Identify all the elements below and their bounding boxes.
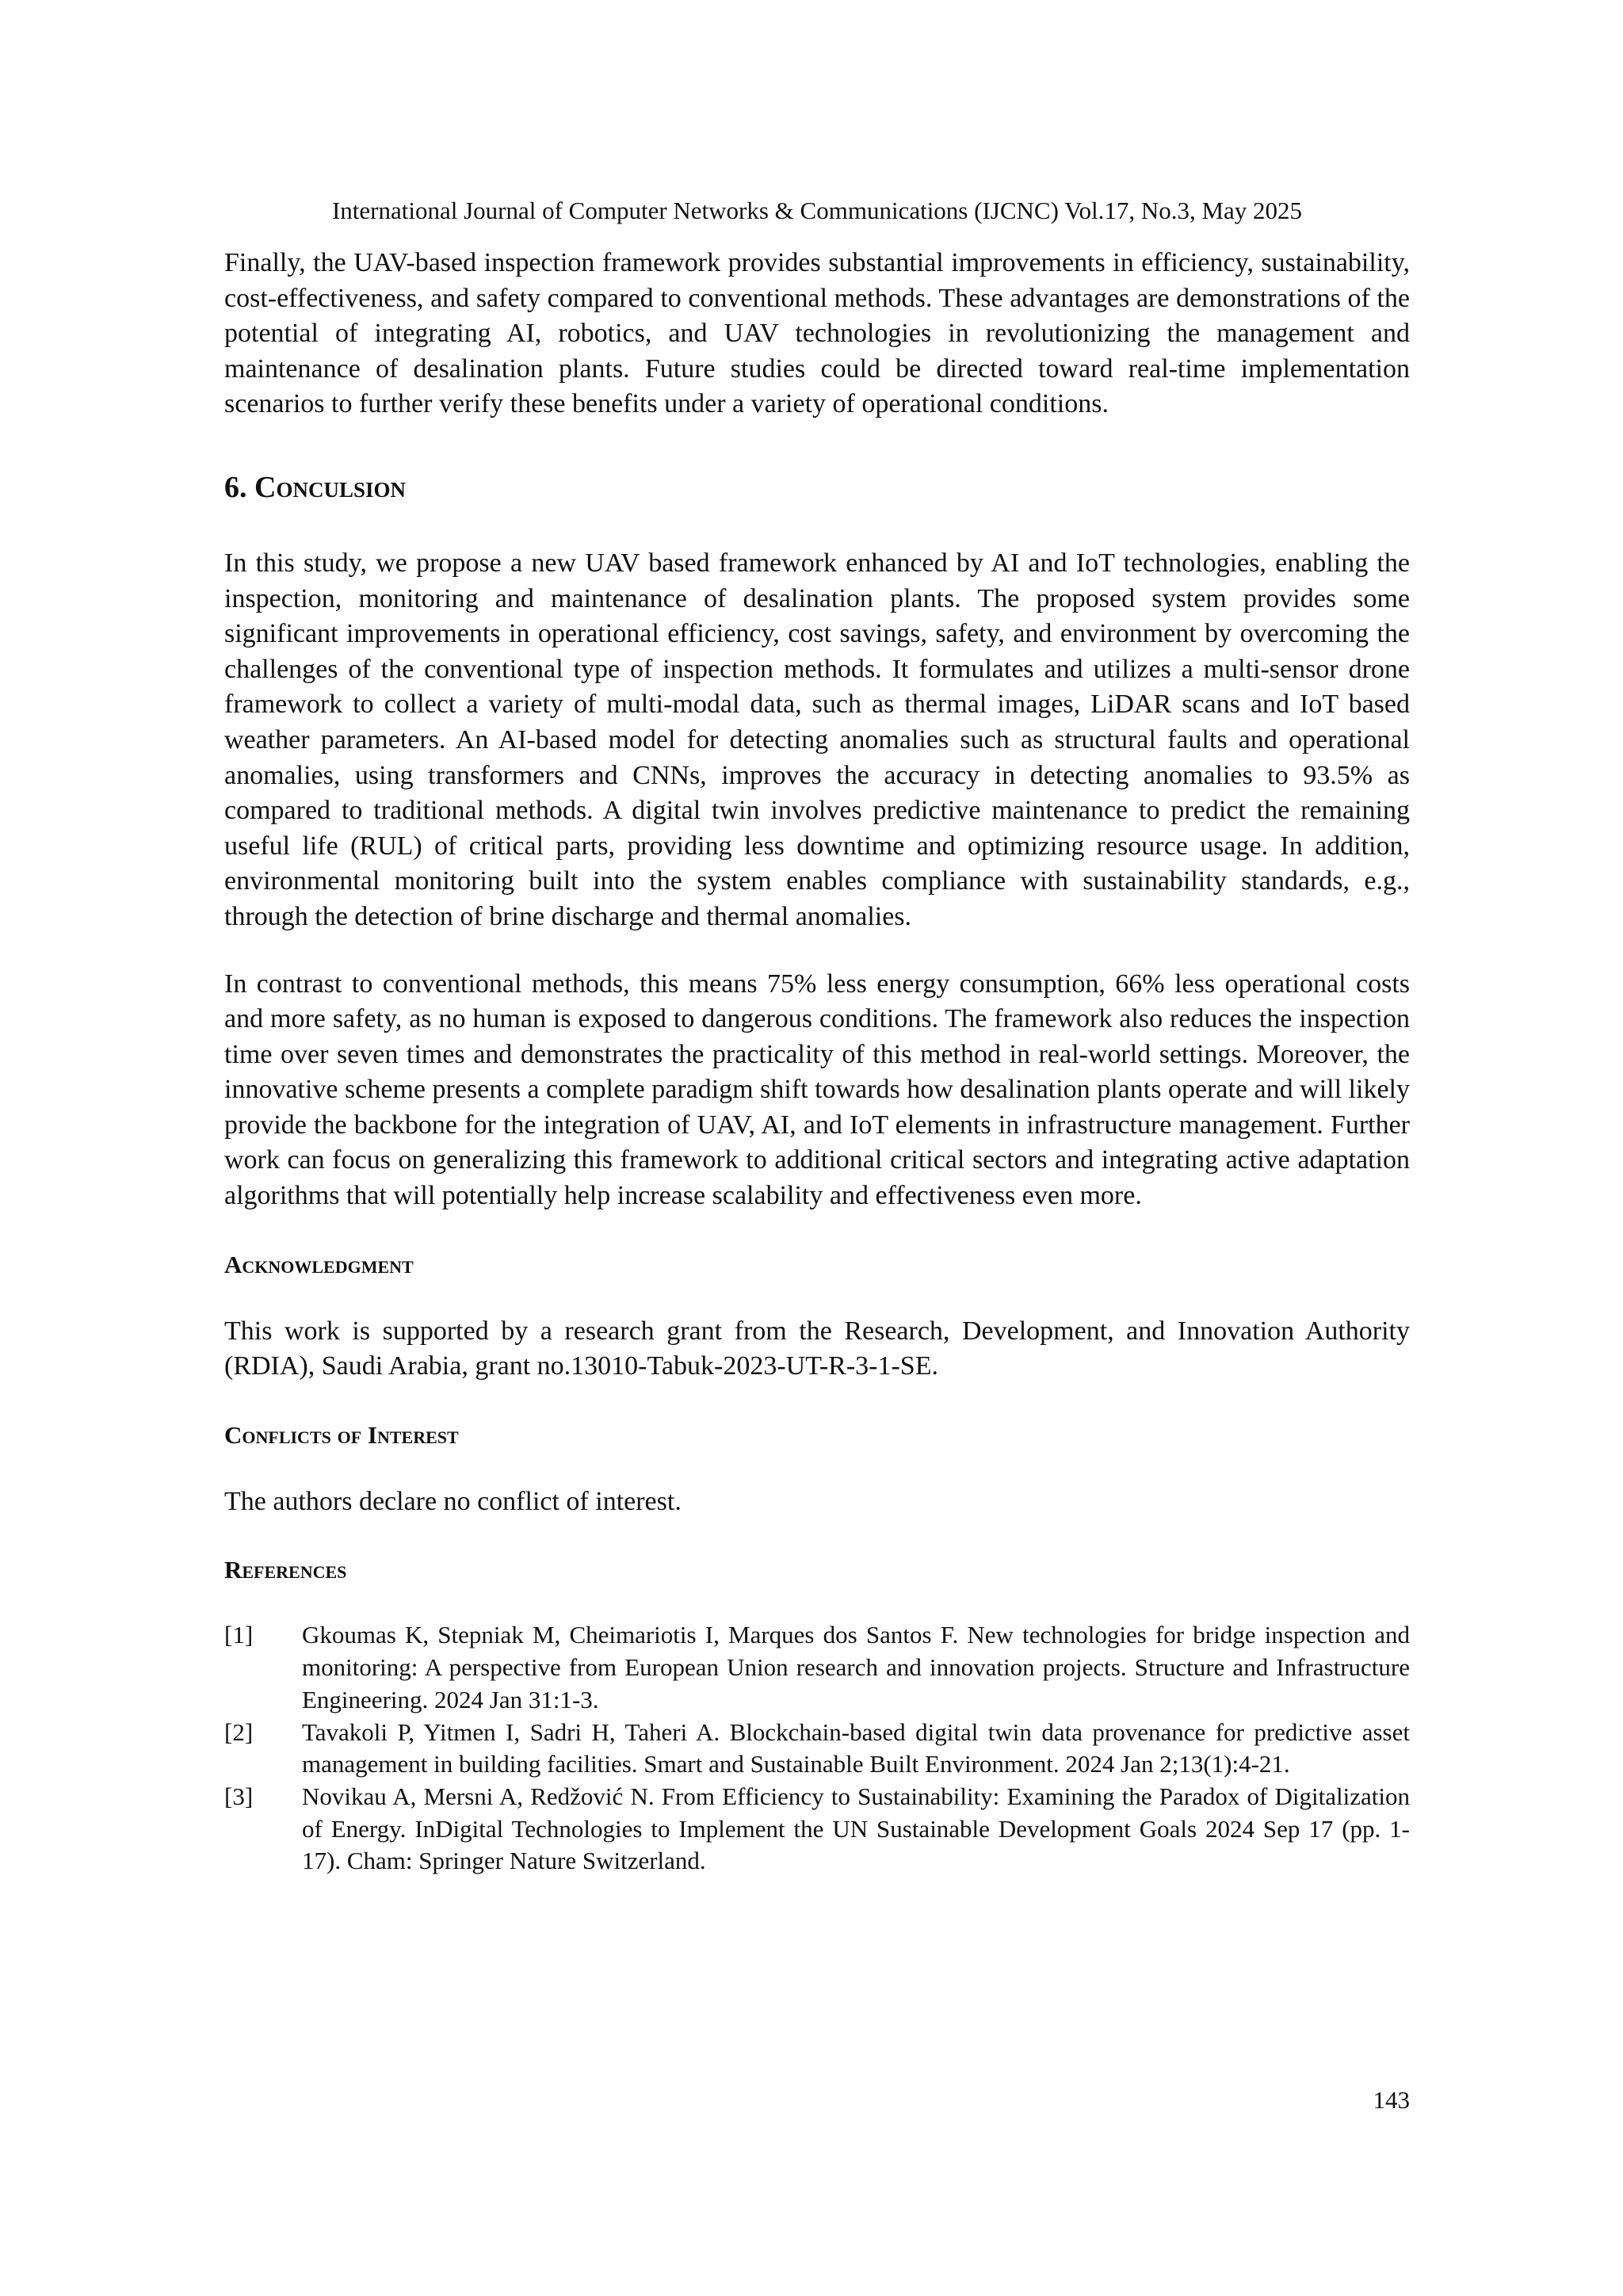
conclusion-paragraph-1: In this study, we propose a new UAV based framework enhanced by AI and IoT technologies, enabling the inspection, monitoring and maintenance of desalination plants. The proposed system provides some significant improvements in operational efficiency, cost savings, safety, and environment by overcoming the challenges of the conventional type of inspection methods. It formulates and utilizes a multi-sensor drone framework to collect a variety of multi-modal data, such as thermal images, LiDAR scans and IoT based weather parameters. An AI-based model for detecting anomalies such as structural faults and operational anomalies, using transformers and CNNs, improves the accuracy in detecting anomalies to 93.5% as compared to traditional methods. A digital twin involves predictive maintenance to predict the remaining useful life (RUL) of critical parts, providing less downtime and optimizing resource usage. In addition, environmental monitoring built into the system enables compliance with sustainability standards, e.g., through the detection of brine discharge and thermal anomalies.: [224, 548, 1410, 931]
reference-number: [3]: [224, 1782, 254, 1810]
reference-text: Gkoumas K, Stepniak M, Cheimariotis I, Marques dos Santos F. New technologies for bridge inspection and monitoring: A perspective from European Union research and innovation projects. Structure and Infrastructure Engineering. 2024 Jan 31:1-3.: [302, 1621, 1410, 1713]
acknowledgment-text: This work is supported by a research grant from the Research, Development, and Innovation Authority (RDIA), Saudi Arabia, grant no.13010-Tabuk-2023-UT-R-3-1-SE.: [224, 1316, 1410, 1381]
reference-item-2: [224, 1717, 1410, 1781]
main-content: [224, 246, 1410, 1878]
reference-text: Novikau A, Mersni A, Redžović N. From Efficiency to Sustainability: Examining the Paradox of Digitalization of Energy. InDigital Technologies to Implement the UN Sustainable Development Goals 2024 Sep 17 (pp. 1-17). Cham: Springer Nature Switzerland.: [302, 1782, 1410, 1875]
page-number: 143: [1373, 2086, 1410, 2114]
reference-number: [2]: [224, 1717, 254, 1746]
section-spacer: [224, 1385, 1410, 1419]
reference-item-3: [224, 1781, 1410, 1878]
conclusion-paragraph-2: In contrast to conventional methods, this means 75% less energy consumption, 66% less operational costs and more safety, as no human is exposed to dangerous conditions. The framework also reduces the inspection time over seven times and demonstrates the practicality of this method in real-world settings. Moreover, the innovative scheme presents a complete paradigm shift towards how desalination plants operate and will likely provide the backbone for the integration of UAV, AI, and IoT elements in infrastructure management. Further work can focus on generalizing this framework to additional critical sectors and integrating active adaptation algorithms that will potentially help increase scalability and effectiveness even more.: [224, 968, 1410, 1211]
section-spacer: [224, 1519, 1410, 1554]
reference-number: [1]: [224, 1621, 254, 1649]
reference-text: Tavakoli P, Yitmen I, Sadri H, Taheri A. Blockchain-based digital twin data provenance for predictive asset management in building facilities. Smart and Sustainable Built Environment. 2024 Jan 2;13(1):4-21.: [302, 1717, 1410, 1778]
acknowledgment-heading: Acknowledgment: [224, 1250, 414, 1278]
running-header: International Journal of Computer Networks & Communications (IJCNC) Vol.17, No.3, May 2025: [331, 197, 1303, 224]
references-heading: References: [224, 1556, 347, 1584]
conclusion-heading: [224, 468, 1410, 506]
paragraph-spacer: [224, 935, 1410, 967]
intro-paragraph: Finally, the UAV-based inspection framework provides substantial improvements in efficiency, sustainability, cost-effectiveness, and safety compared to conventional methods. These advantages are demonstrations of the potential of integrating AI, robotics, and UAV technologies in revolutionizing the management and maintenance of desalination plants. Future studies could be directed toward real-time implementation scenarios to further verify these benefits under a variety of operational conditions.: [224, 248, 1410, 419]
reference-list: [224, 1619, 1410, 1878]
section-spacer: [224, 1214, 1410, 1249]
conflicts-text: The authors declare no conflict of interest.: [224, 1486, 682, 1516]
conclusion-heading-text: 6. Conculsion: [224, 470, 406, 504]
conflicts-heading: Conflicts of Interest: [224, 1420, 459, 1449]
reference-item-1: [224, 1619, 1410, 1716]
